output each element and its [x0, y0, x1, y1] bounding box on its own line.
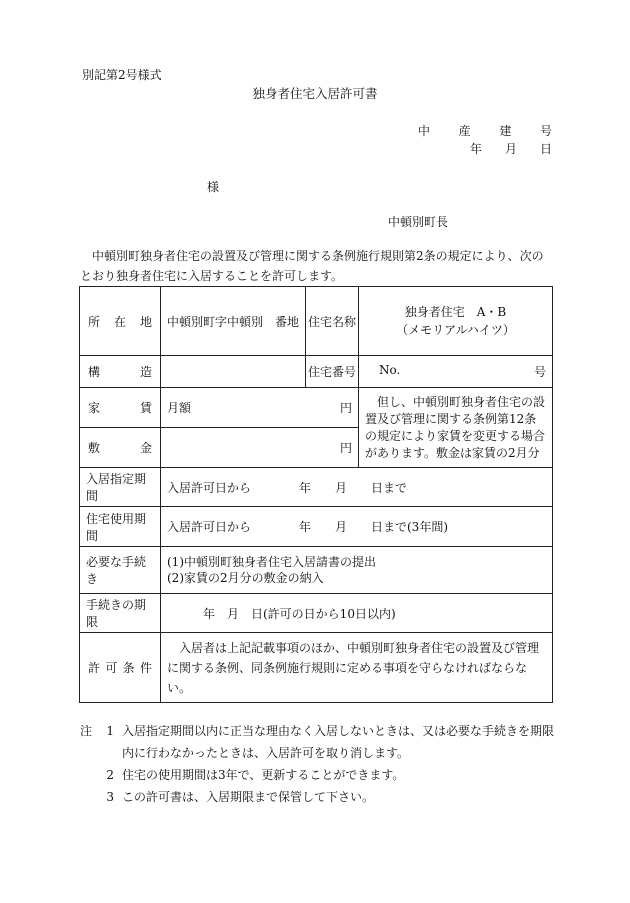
document-title: 独身者住宅入居許可書 [252, 86, 378, 101]
table-row [80, 287, 553, 356]
procedures-label: 必要な手続き [80, 547, 161, 594]
label-char: 可 [105, 661, 118, 675]
housing-number-label: 住宅番号 [306, 356, 359, 388]
conditions-label [80, 633, 161, 703]
table-row [80, 633, 553, 703]
procedure-item: (2)家賃の2月分の敷金の納入 [167, 571, 324, 585]
housing-number-value [359, 356, 553, 388]
issuer-char: 号 [539, 124, 552, 138]
table-row [80, 468, 553, 507]
procedures-value [161, 547, 553, 594]
label-char: 造 [139, 365, 152, 379]
procedure-item: (1)中頓別町独身者住宅入居請書の提出 [167, 555, 376, 569]
deposit-value [161, 428, 359, 468]
label-char: 敷 [88, 441, 101, 455]
conditions-value: 入居者は上記記載事項のほか、中頓別町独身者住宅の設置及び管理に関する条例、同条例施行規則に定める事項を守らなければならない。 [161, 633, 553, 703]
label-char: 所 [88, 314, 101, 329]
note-item [80, 720, 554, 764]
label-char: 賃 [139, 401, 152, 415]
move-in-period-label: 入居指定期間 [80, 468, 161, 507]
location-value [161, 287, 306, 356]
rent-note-text: 但し、中頓別町独身者住宅の設置及び管理に関する条例第12条の規定により家賃を変更する場合があります。敷金は家賃の2月分 [365, 394, 546, 460]
housing-name-line1: 独身者住宅 A・B [404, 305, 507, 319]
housing-name-line2: （メモリアルハイツ） [396, 323, 515, 337]
rent-label [80, 388, 161, 428]
issuing-authority: 中頓別町長 [388, 215, 449, 229]
notes [80, 720, 554, 808]
deposit-unit: 円 [339, 441, 352, 455]
note-item [80, 786, 554, 808]
table-row [80, 594, 553, 633]
label-char: 件 [139, 661, 152, 675]
note-text: 住宅の使用期間は3年で、更新することができます。 [122, 768, 405, 782]
label-char: 地 [139, 314, 152, 329]
structure-value [161, 356, 306, 388]
label-char: 金 [139, 441, 152, 455]
rent-note [359, 388, 553, 468]
label-char: 構 [88, 365, 101, 379]
deadline-label: 手続きの期限 [80, 594, 161, 633]
label-char: 在 [113, 314, 126, 329]
rent-unit: 円 [339, 401, 352, 415]
label-char: 条 [122, 661, 135, 675]
date-year: 年 [470, 142, 483, 156]
form-id: 別記第2号様式 [82, 68, 162, 82]
housing-name-value [359, 287, 553, 356]
label-char: 許 [88, 661, 101, 675]
usage-period-label: 住宅使用期間 [80, 507, 161, 547]
addressee: 様 [207, 180, 220, 194]
label-char: 家 [88, 401, 101, 415]
structure-label [80, 356, 161, 388]
location-label [80, 287, 161, 356]
move-in-period-value: 入居許可日から 年 月 日まで [161, 468, 553, 507]
issue-date [470, 140, 552, 157]
issuer-number [418, 122, 552, 139]
note-number: 1 [106, 724, 114, 738]
table-row [80, 356, 553, 388]
housing-name-label: 住宅名称 [306, 287, 359, 356]
rent-prefix: 月額 [167, 401, 192, 415]
rent-value [161, 388, 359, 428]
issuer-char: 中 [418, 124, 431, 138]
deadline-value: 年 月 日(許可の日から10日以内) [161, 594, 553, 633]
permit-table [79, 286, 553, 703]
location-text: 中頓別町字中頓別 [167, 314, 264, 329]
usage-period-value: 入居許可日から 年 月 日まで(3年間) [161, 507, 553, 547]
date-month: 月 [504, 142, 517, 156]
notes-head: 注 [80, 724, 93, 738]
housing-number-prefix: No. [379, 363, 401, 377]
housing-number-suffix: 号 [533, 365, 546, 379]
issuer-char: 建 [499, 124, 512, 138]
location-suffix: 番地 [274, 314, 299, 329]
note-text: この許可書は、入居期限まで保管して下さい。 [122, 790, 375, 804]
intro-paragraph: 中頓別町独身者住宅の設置及び管理に関する条例施行規則第2条の規定により、次のとおり独身者住宅に入居することを許可します。 [80, 249, 544, 283]
table-row [80, 388, 553, 428]
date-day: 日 [539, 142, 552, 156]
issuer-char: 産 [458, 124, 471, 138]
note-text: 入居指定期間以内に正当な理由なく入居しないときは、又は必要な手続きを期限内に行わなかったときは、入居許可を取り消します。 [122, 724, 555, 760]
table-row [80, 547, 553, 594]
deposit-label [80, 428, 161, 468]
note-item [80, 764, 554, 786]
note-number: 3 [106, 790, 114, 804]
note-number: 2 [106, 768, 114, 782]
table-row [80, 507, 553, 547]
